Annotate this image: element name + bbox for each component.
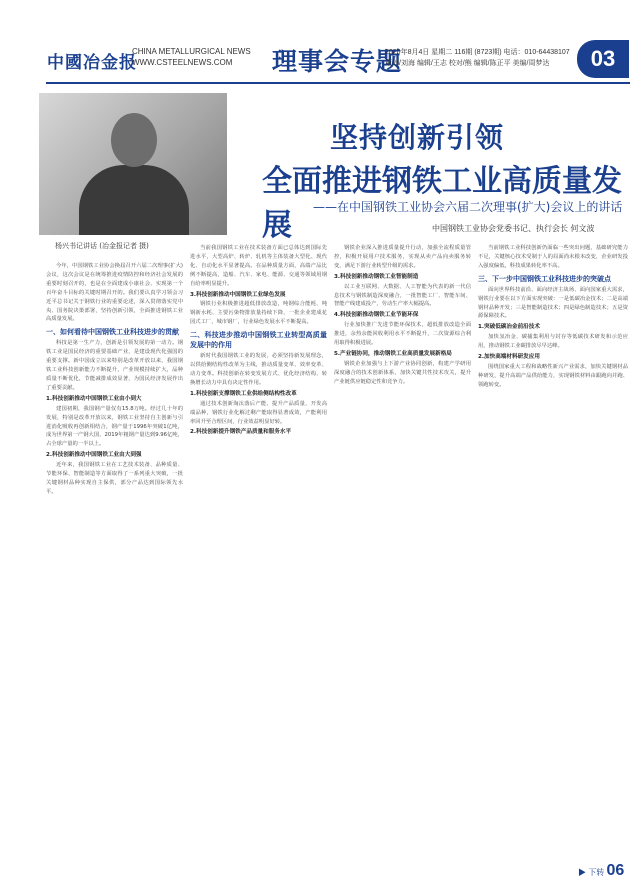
article-paragraph: 新时代我国钢铁工业的发展，必须坚持新发展理念，以供给侧结构性改革为主线，推动质量变革、效率变革、动力变革。科技创新在转变发展方式、优化经济结构、转换增长动力中具有决定性作用。 [190,353,327,386]
headline-line-1: 坚持创新引领 [330,121,505,154]
website-url[interactable]: WWW.CSTEELNEWS.COM [132,58,233,67]
article-paragraph: 建国初期，我国钢产量仅有15.8万吨。经过几十年的发展，特别是改革开放以来，钢铁工业坚持自主创新与引进消化吸收再创新相结合，钢产量于1996年突破1亿吨，成为世界第一产钢大国，2019年粗钢产量达到9.96亿吨，占全球产量的一半以上。 [46,405,183,448]
article-paragraph: 今年，中国钢铁工业协会换届召开六届二次理事(扩大)会议，这次会议是在统筹推进疫情防控和经济社会发展的重要时刻召开的，也是在全面建成小康社会、实现第一个百年奋斗目标的关键时期召开的。我们要认真学习领会习近平总书记关于钢铁行业的重要论述，深入贯彻落实党中央、国务院决策部署，坚持创新引领，全面推进钢铁工业高质量发展。 [46,263,183,323]
subheading: 3.科技创新推动中国钢铁工业绿色发展 [190,291,286,298]
article-paragraph: 围绕国家重大工程和战略性新兴产业需求，加快关键钢材品种研发，提升高端产品供给能力，实现钢铁材料由跟跑向并跑、领跑转变。 [478,363,628,388]
subheading: 2.加快高端材料研发应用 [478,354,540,361]
section-heading: 二、科技进步推动中国钢铁工业转型高质量发展中的作用 [190,331,327,350]
subheading: 3.科技创新推动钢铁工业智能制造 [334,273,419,280]
section-heading: 三、下一步中国钢铁工业科技进步的突破点 [478,274,611,283]
article-paragraph: 面向世界科技前沿、面向经济主战场、面向国家重大需求，钢铁行业要在以下方面实现突破：一是低碳冶金技术；二是高端钢材品种开发；三是智能制造技术；四是绿色制造技术；五是资源保障技术。 [478,286,628,320]
article-column-3 [334,244,471,864]
date-line: 2020年8月4日 星期二 116期 (8723期) 电话：010-64438107 [385,49,570,56]
article-paragraph: 近年来，我国钢铁工业在工艺技术装备、品种质量、节能环保、智能制造等方面取得了一系列重大突破，一批关键钢材品种实现自主保供，部分产品达到国际领先水平。 [46,462,183,495]
subheading: 2.科技创新提升钢铁产品质量和服务水平 [190,429,292,436]
subheading: 2.科技创新推动中国钢铁工业由大到强 [46,452,142,459]
article-paragraph: 当前钢铁工业科技创新仍面临一些突出问题，基础研究能力不足，关键核心技术受制于人的局面尚未根本改变，企业研发投入强度偏低，科技成果转化率不高。 [478,245,628,269]
triangle-icon: ▶ [578,868,586,877]
speaker-head-shape [111,113,157,167]
article-paragraph: 科技是第一生产力，创新是引领发展的第一动力。钢铁工业是国民经济的重要基础产业，是建设现代化强国的重要支撑。新中国成立以来特别是改革开放以来，我国钢铁工业科技创新能力不断提升，产业规模持续扩大，品种质量不断优化，节能减排成效显著，为国民经济发展作出了重要贡献。 [46,340,183,391]
article-paragraph: 钢铁行业积极推进超低排放改造，吨钢综合能耗、吨钢新水耗、主要污染物排放量持续下降，一批企业建成花园式工厂、城市钢厂，行业绿色发展水平不断提高。 [190,301,327,326]
speaker-body-shape [79,165,189,235]
section-title: 理事会专题 [272,47,403,76]
article-column-2 [190,244,327,864]
header-rule [46,82,630,84]
subheading: 1.科技创新支撑钢铁工业供给侧结构性改革 [190,390,297,397]
author-line: 中国钢铁工业协会党委书记、执行会长 何文波 [432,224,595,233]
headline-line-2: 全面推进钢铁工业高质量发展 [262,164,622,243]
subheading: 5.产业链协同，推动钢铁工业高质量发展新格局 [334,350,452,357]
continued-page-number: 06 [606,862,625,879]
article-column-1 [46,262,183,852]
article-paragraph: 以工业互联网、大数据、人工智能为代表的新一代信息技术与钢铁制造深度融合，一批智能工厂、智能车间、智能产线建成投产，劳动生产率大幅提高。 [334,283,471,308]
article-paragraph: 钢铁企业深入推进质量提升行动，加强全流程质量管控，积极开展用户技术服务，实现从卖产品向卖服务转变，满足下游行业转型升级的需求。 [334,245,471,269]
subheading: 1.突破低碳冶金前沿技术 [478,324,540,331]
editors-line: 策划/刘海 编辑/王志 校对/熊 编辑/陈正平 美编/周梦达 [385,60,550,67]
continued-on-page[interactable] [578,862,624,880]
speaker-photo [39,93,227,235]
english-name: CHINA METALLURGICAL NEWS [132,47,251,56]
page-number-badge: 03 [577,40,629,78]
section-heading: 一、如何看待中国钢铁工业科技进步的贯献 [46,328,179,337]
subheading: 1.科技创新推动中国钢铁工业由小到大 [46,395,142,402]
article-paragraph: 当前我国钢铁工业在技术装备方面已总体达到国际先进水平，大型高炉、转炉、轧机等主体装备大型化、现代化、自动化水平显著提高。在品种质量方面，高端产品比例不断提高，造船、汽车、家电、能源、交通等领域用钢自给率明显提升。 [190,245,327,287]
headline-subtitle: ——在中国钢铁工业协会六届二次理事(扩大)会议上的讲话 [313,200,623,214]
newspaper-logo: 中國冶金报 [47,53,137,73]
masthead [0,0,640,94]
continued-label: 下转 [588,868,605,877]
subheading: 4.科技创新推动钢铁工业节能环保 [334,312,419,319]
article-paragraph: 加快氢冶金、碳捕集利用与封存等低碳技术研发和示范应用，推动钢铁工业碳排放尽早达峰。 [478,334,628,350]
article-paragraph: 行业加快推广先进节能环保技术，超低排放改造全面推进，余热余能回收利用水平不断提升，二次资源综合利用取得积极进展。 [334,322,471,347]
article-paragraph: 通过技术创新淘汰落后产能、提升产品质量、开发高端品种，钢铁行业化解过剩产能取得显著成效，产能利用率回升至合理区间，行业效益明显好转。 [190,400,327,425]
article-paragraph: 钢铁企业加强与上下游产业协同创新，构建产学研用深度融合的技术创新体系，加快关键共性技术攻关，提升产业链供应链稳定性和竞争力。 [334,360,471,385]
photo-caption: 杨兴书记讲话 (冶金报记者 摄) [55,242,149,250]
article-column-4 [478,244,628,854]
